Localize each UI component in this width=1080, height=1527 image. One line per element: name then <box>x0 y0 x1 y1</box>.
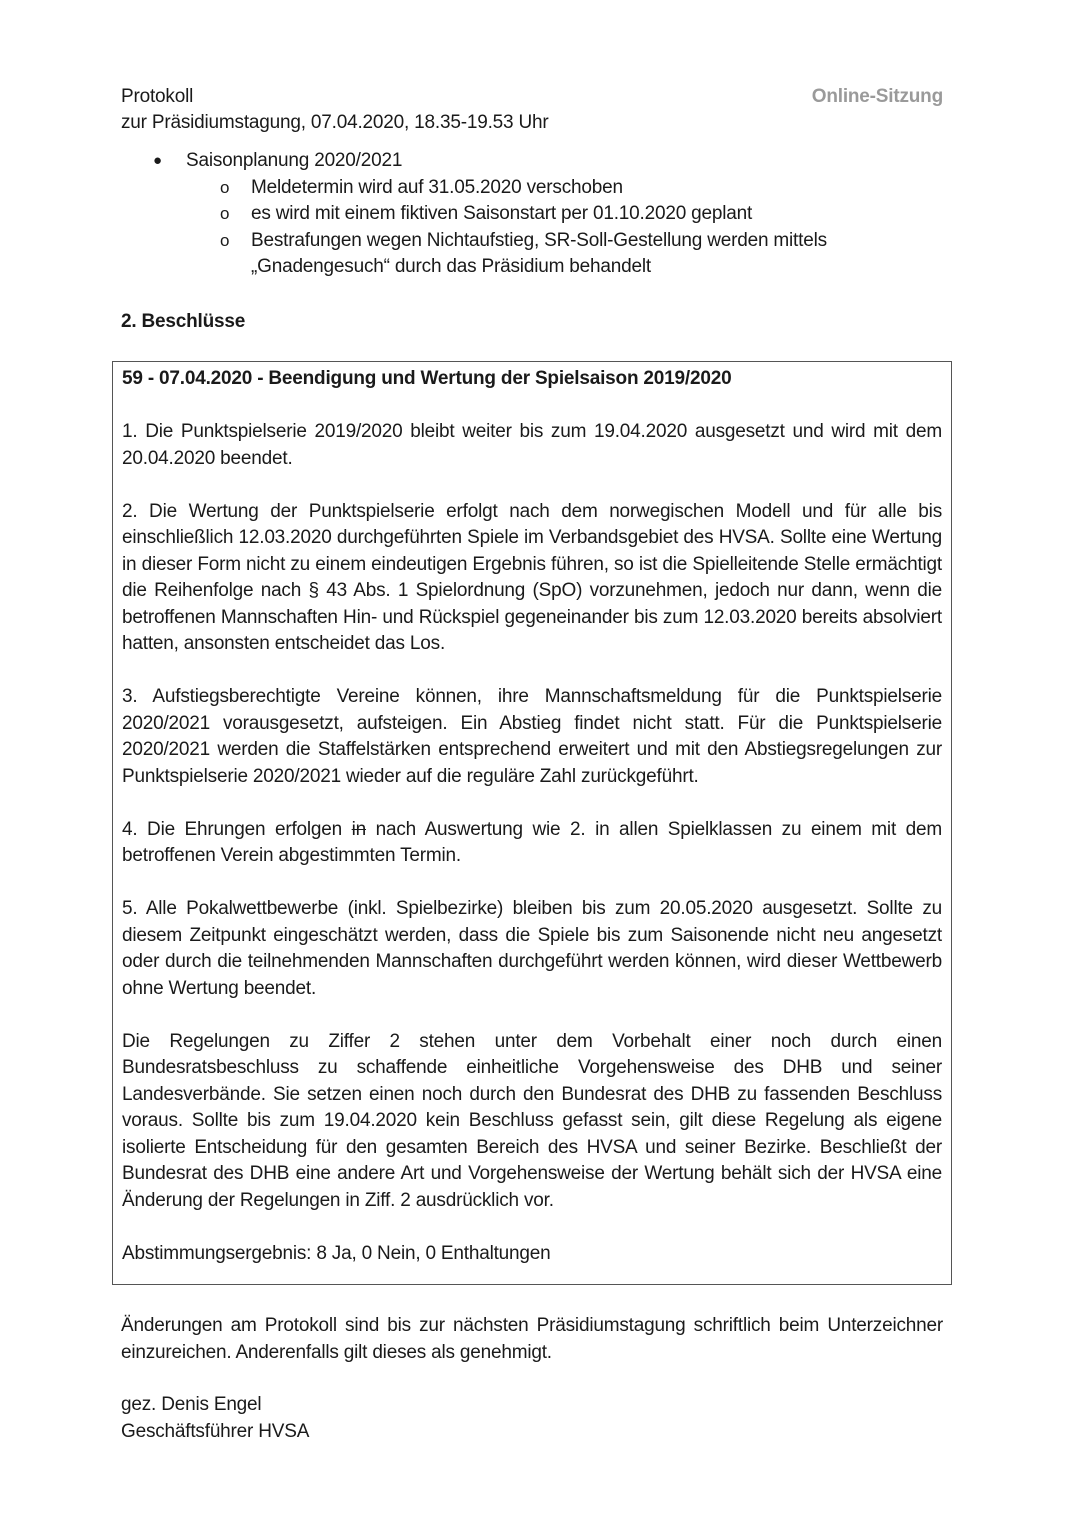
agenda-item-label: Saisonplanung 2020/2021 <box>186 150 403 171</box>
agenda-subitem <box>121 175 943 202</box>
agenda-subitem-text: Bestrafungen wegen Nichtaufstieg, SR-Soll-Gestellung werden mittels „Gnadengesuch“ durch das Präsidium behandelt <box>251 229 827 277</box>
agenda-subitem <box>121 201 943 228</box>
circle-bullet-icon: o <box>220 177 230 197</box>
document-title: Protokoll <box>121 86 194 107</box>
signature-block <box>121 1392 309 1445</box>
agenda-subitem-text: Meldetermin wird auf 31.05.2020 verschoben <box>251 176 623 198</box>
circle-bullet-icon: o <box>220 230 230 250</box>
resolution-paragraph-5: 5. Alle Pokalwettbewerbe (inkl. Spielbezirke) bleiben bis zum 20.05.2020 ausgesetzt. Sollte zu diesem Zeitpunkt eingeschätzt werden, dass die Spiele bis zum Saisonende nicht neu angesetzt oder durch die teilnehmenden Mannschaften durchgeführt werden können, wird dieser Wettbewerb ohne Wertung beendet. <box>122 898 942 999</box>
agenda-sublist <box>121 175 943 281</box>
session-type-tag: Online-Sitzung <box>811 86 943 107</box>
struck-word: in <box>351 818 367 840</box>
circle-bullet-icon: o <box>220 204 230 223</box>
resolution-paragraph-4 <box>122 817 942 870</box>
p4-text-before: 4. Die Ehrungen erfolgen <box>122 818 352 840</box>
agenda-item <box>121 148 943 175</box>
amendment-note: Änderungen am Protokoll sind bis zur nächsten Präsidiumstagung schriftlich beim Unterzeichner einzureichen. Anderenfalls gilt dieses als genehmigt. <box>121 1315 943 1363</box>
resolution-paragraph-6: Die Regelungen zu Ziffer 2 stehen unter dem Vorbehalt einer noch durch einen Bundesratsbeschluss zu schaffende einheitliche Vorgehensweise des DHB und seiner Landesverbände. Sie setzen einen noch durch den Bundesrat des DHB zu fassenden Beschluss voraus. Sollte bis zum 19.04.2020 kein Beschluss gefasst sein, gilt diese Regelung als eigene isolierte Entscheidung für den gesamten Bereich des HVSA und seiner Bezirke. Beschließt der Bundesrat des DHB eine andere Art und Vorgehensweise der Wertung behält sich der HVSA eine Änderung der Regelungen in Ziff. 2 ausdrücklich vor. <box>122 1030 942 1211</box>
resolution-title: 59 - 07.04.2020 - Beendigung und Wertung der Spielsaison 2019/2020 <box>122 368 732 389</box>
document-subtitle: zur Präsidiumstagung, 07.04.2020, 18.35-19.53 Uhr <box>121 112 549 133</box>
signatory-name: gez. Denis Engel <box>121 1394 262 1415</box>
signatory-role: Geschäftsführer HVSA <box>121 1420 310 1442</box>
bullet-dot-icon: ● <box>153 152 162 169</box>
section-heading: 2. Beschlüsse <box>121 311 246 332</box>
p4-text-after: nach Auswertung wie 2. in allen Spielklassen zu einem mit dem betroffenen Verein abgestimmten Termin. <box>122 818 942 866</box>
agenda-subitem <box>121 228 943 281</box>
agenda-subitem-text: es wird mit einem fiktiven Saisonstart per 01.10.2020 geplant <box>251 203 753 224</box>
resolution-paragraph-1: 1. Die Punktspielserie 2019/2020 bleibt weiter bis zum 19.04.2020 ausgesetzt und wird mit dem 20.04.2020 beendet. <box>122 421 942 469</box>
agenda-list <box>121 148 943 281</box>
vote-result: Abstimmungsergebnis: 8 Ja, 0 Nein, 0 Enthaltungen <box>122 1242 551 1264</box>
resolution-paragraph-2: 2. Die Wertung der Punktspielserie erfolgt nach dem norwegischen Modell und für alle bis einschließlich 12.03.2020 durchgeführten Spiele im Verbandsgebiet des HVSA. Sollte eine Wertung in dieser Form nicht zu einem eindeutigen Ergebnis führen, so ist die Spielleitende Stelle ermächtigt die Reihenfolge nach § 43 Abs. 1 Spielordnung (SpO) vorzunehmen, jedoch nur dann, wenn die betroffenen Mannschaften Hin- und Rückspiel gegeneinander bis zum 12.03.2020 bereits absolviert hatten, ansonsten entscheidet das Los. <box>122 500 942 654</box>
resolution-paragraph-3: 3. Aufstiegsberechtigte Vereine können, ihre Mannschaftsmeldung für die Punktspielserie 2020/2021 vorausgesetzt, aufsteigen. Ein Abstieg findet nicht statt. Für die Punktspielserie 2020/2021 werden die Staffelstärken entsprechend erweitert und mit den Abstiegsregelungen zur Punktspielserie 2020/2021 wieder auf die reguläre Zahl zurückgeführt. <box>122 686 942 787</box>
resolution-box <box>112 361 952 1285</box>
